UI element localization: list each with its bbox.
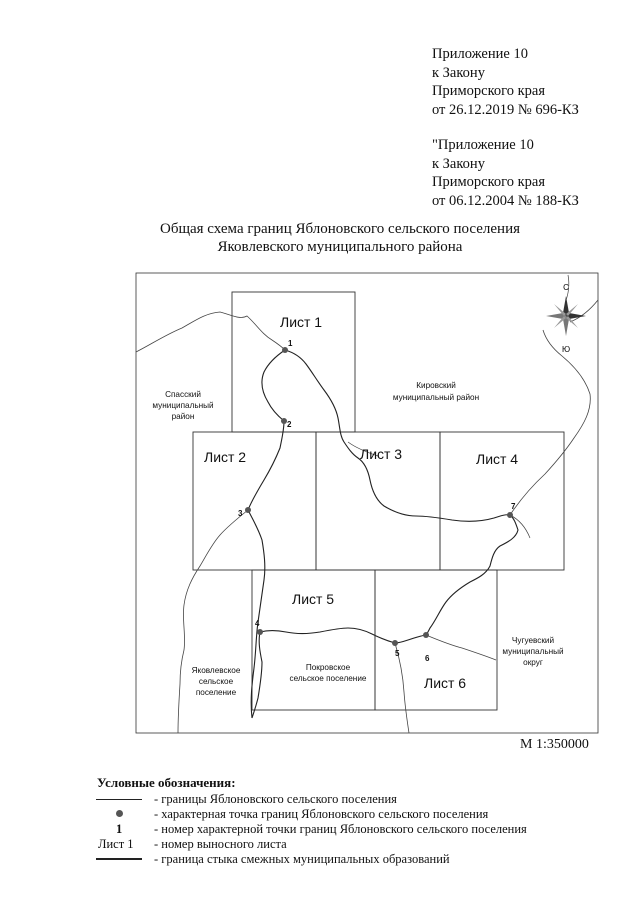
annex-line: к Закону — [432, 155, 485, 172]
legend-symbol — [96, 792, 142, 806]
region-label-spassky: муниципальный — [152, 401, 214, 410]
point-number-1: 1 — [288, 339, 293, 348]
legend-item-point — [96, 807, 616, 821]
compass-north-label: С — [563, 283, 569, 292]
legend-text: - характерная точка границ Яблоновского сельского поселения — [154, 807, 489, 821]
annex-line: Приморского края — [432, 83, 546, 99]
region-label-spassky: Спасский — [165, 390, 201, 399]
region-label-kirovsky: муниципальный район — [392, 393, 480, 402]
point-number-2: 2 — [287, 420, 292, 429]
region-label-kirovsky: Кировский — [416, 381, 456, 390]
sheet-number-symbol: Лист 1 — [98, 837, 134, 851]
legend-symbol — [96, 852, 142, 866]
legend-text: - граница стыка смежных муниципальных образований — [154, 852, 450, 866]
region-label-yakovlevskoe: Яковлевское — [191, 666, 241, 675]
sheet-label-4: Лист 4 — [476, 451, 519, 467]
legend-item-boundary — [96, 792, 616, 806]
legend-item-sheet — [96, 837, 616, 851]
annex-line: от 06.12.2004 № 188-КЗ — [432, 192, 579, 209]
characteristic-points — [245, 347, 513, 646]
legend-text: - границы Яблоновского сельского поселения — [154, 792, 397, 806]
legend-item-adjacent — [96, 852, 616, 866]
region-label-pokrovskoe: Покровское — [305, 663, 351, 672]
legend-title: Условные обозначения: — [97, 775, 236, 790]
adjacent-boundary — [570, 300, 598, 322]
adjacent-boundary — [178, 510, 248, 733]
legend-text: - номер характерной точки границ Яблоновского сельского поселения — [154, 822, 527, 836]
point-number-6: 6 — [425, 654, 430, 663]
adjacent-boundary — [426, 635, 496, 660]
sheet-label-3: Лист 3 — [360, 446, 403, 462]
point-number-labels — [238, 339, 519, 663]
region-label-chuguevsky: Чугуевский — [511, 636, 555, 645]
legend-item-point-number — [96, 822, 616, 836]
annex-line: к Закону — [432, 64, 485, 81]
annex-line: "Приложение 10 — [432, 137, 534, 153]
boundary-point-4 — [257, 629, 263, 635]
region-label-yakovlevskoe: сельское — [198, 677, 234, 686]
map-title-line: Общая схема границ Яблоновского сельского поселения — [159, 221, 521, 237]
boundary-point-3 — [245, 507, 251, 513]
sheet-label-6: Лист 6 — [424, 675, 467, 691]
annex-line: Приложение 10 — [432, 46, 528, 62]
boundary-line-symbol — [96, 799, 142, 800]
compass-rose — [546, 283, 586, 354]
legend-symbol — [96, 807, 142, 821]
region-label-yakovlevskoe: поселение — [195, 688, 237, 697]
sheet-label-2: Лист 2 — [204, 449, 247, 465]
compass-south-label: Ю — [561, 345, 571, 354]
point-number-symbol: 1 — [116, 822, 123, 836]
region-label-chuguevsky: муниципальный — [502, 647, 564, 656]
boundary-point-7 — [507, 512, 513, 518]
point-symbol — [116, 810, 123, 817]
region-label-spassky: район — [171, 412, 195, 421]
annex-line: от 26.12.2019 № 696-КЗ — [432, 101, 579, 118]
settlement-boundary — [248, 350, 518, 718]
adjacent-boundary-symbol — [96, 858, 142, 860]
boundary-point-5 — [392, 640, 398, 646]
region-label-pokrovskoe: сельское поселение — [289, 674, 367, 683]
map-scale: М 1:350000 — [520, 737, 589, 752]
rivers — [348, 275, 569, 538]
point-number-7: 7 — [511, 502, 516, 511]
legend-symbol — [96, 822, 142, 836]
legend-symbol — [96, 837, 142, 851]
point-number-4: 4 — [255, 619, 260, 628]
legend-text: - номер выносного листа — [154, 837, 287, 851]
point-number-3: 3 — [238, 509, 243, 518]
sheet-label-5: Лист 5 — [292, 591, 335, 607]
region-label-chuguevsky: округ — [523, 658, 543, 667]
map-title-line: Яковлевского муниципального района — [217, 239, 463, 255]
region-labels — [152, 381, 563, 697]
annex-line: Приморского края — [432, 174, 546, 190]
adjacent-boundary — [136, 312, 285, 352]
point-number-5: 5 — [395, 649, 400, 658]
sheet-label-1: Лист 1 — [280, 314, 323, 330]
adjacent-boundary — [510, 330, 590, 515]
boundary-point-6 — [423, 632, 429, 638]
